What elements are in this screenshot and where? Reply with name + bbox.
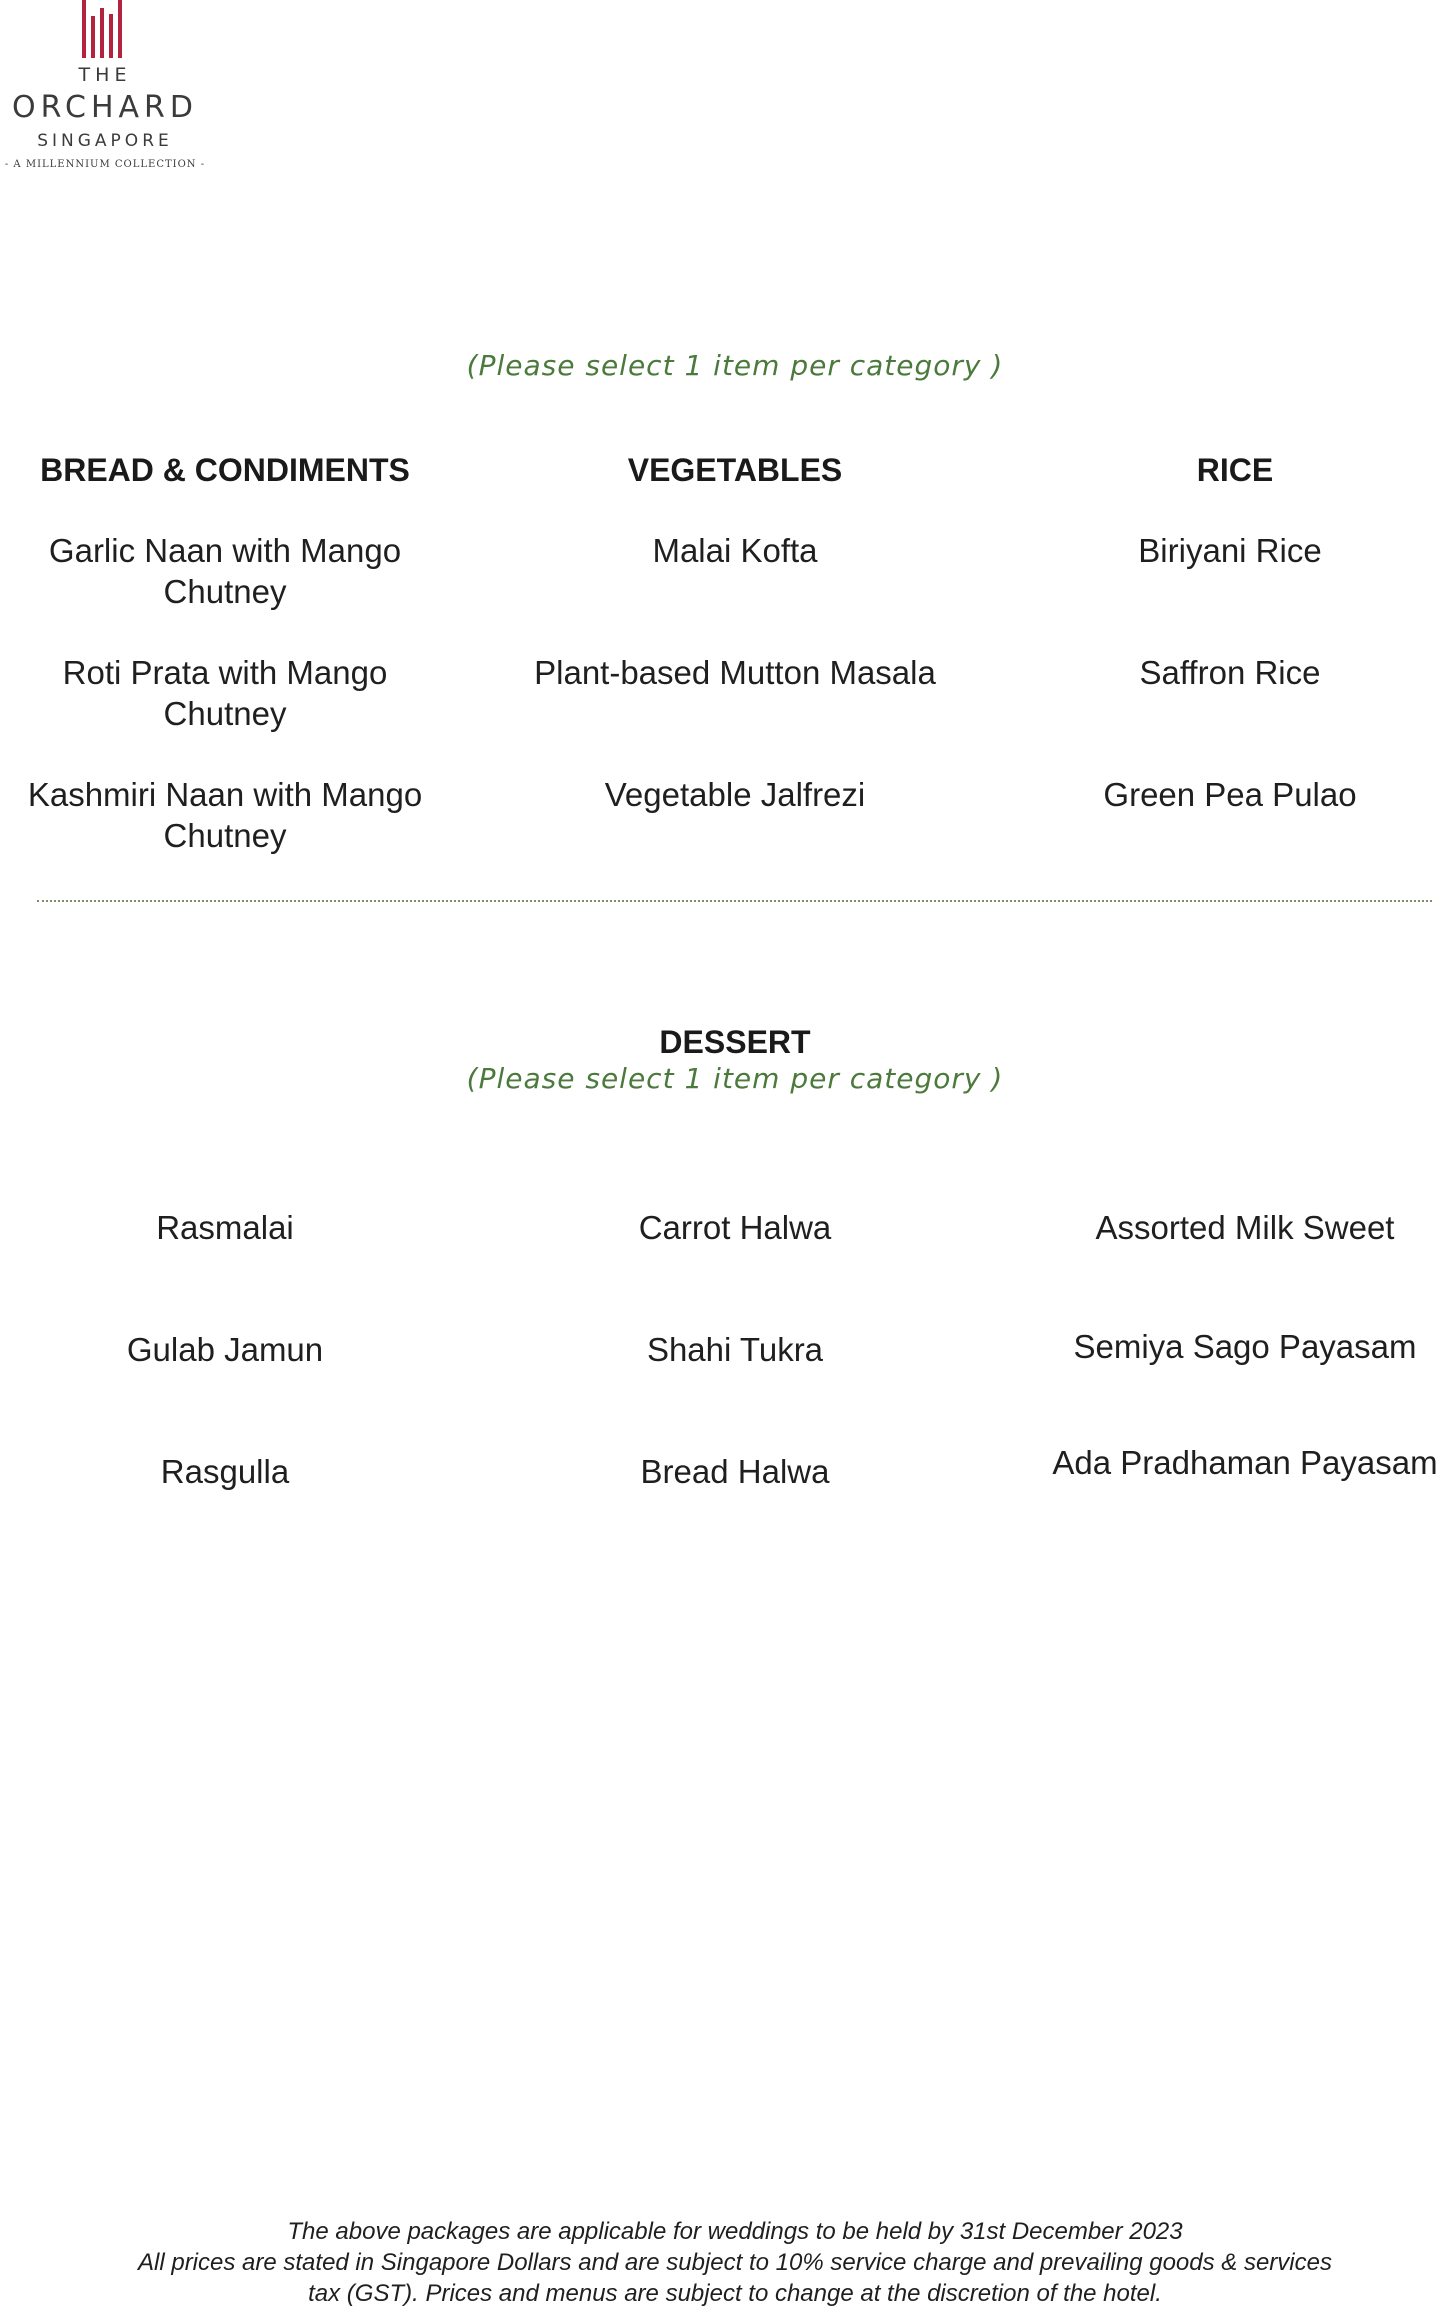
dessert-item: Bread Halwa: [640, 1453, 830, 1490]
dessert-item: Semiya Sago Payasam: [1073, 1328, 1417, 1365]
dessert-item: Assorted Milk Sweet: [1095, 1209, 1395, 1246]
bread-column: [15, 530, 435, 870]
dessert-item: Rasmalai: [156, 1209, 294, 1246]
dessert-column-2: [525, 1207, 945, 1507]
menu-item: Roti Prata with Mango Chutney: [62, 654, 388, 732]
category-heading-rice: RICE: [1196, 452, 1274, 488]
menu-item: Vegetable Jalfrezi: [604, 776, 866, 813]
menu-item: Malai Kofta: [652, 532, 818, 569]
footer-line-3: tax (GST). Prices and menus are subject to change at the discretion of the hotel.: [308, 2280, 1162, 2307]
menu-item: Garlic Naan with Mango Chutney: [48, 532, 402, 610]
vegetables-column: [525, 530, 945, 870]
menu-item: Green Pea Pulao: [1103, 776, 1357, 813]
logo-line-singapore: SINGAPORE: [37, 131, 173, 151]
rice-column: [1020, 530, 1440, 870]
hotel-logo: [0, 0, 210, 180]
logo-line-collection: - A MILLENNIUM COLLECTION -: [4, 159, 206, 170]
section-divider: [37, 900, 1432, 902]
dessert-column-3: [1035, 1207, 1440, 1507]
logo-bars-icon: [82, 0, 122, 58]
dessert-item: Gulab Jamun: [126, 1331, 324, 1368]
category-heading-bread: BREAD & CONDIMENTS: [40, 452, 410, 488]
dessert-item: Shahi Tukra: [646, 1331, 824, 1368]
logo-line-orchard: ORCHARD: [12, 90, 198, 125]
dessert-heading: DESSERT: [659, 1024, 811, 1060]
menu-item: Kashmiri Naan with Mango Chutney: [27, 776, 423, 854]
dessert-column-1: [15, 1207, 435, 1507]
menu-item: Biriyani Rice: [1138, 532, 1322, 569]
menu-item: Saffron Rice: [1139, 654, 1321, 691]
dessert-item: Rasgulla: [160, 1453, 290, 1490]
selection-instruction: (Please select 1 item per category ): [466, 349, 1004, 382]
footer-line-1: The above packages are applicable for weddings to be held by 31st December 2023: [287, 2218, 1183, 2245]
dessert-instruction: (Please select 1 item per category ): [466, 1062, 1004, 1095]
menu-item: Plant-based Mutton Masala: [534, 654, 936, 691]
dessert-item: Ada Pradhaman Payasam: [1052, 1444, 1438, 1481]
dessert-item: Carrot Halwa: [638, 1209, 832, 1246]
logo-line-the: THE: [78, 64, 132, 86]
footer-terms: [0, 2216, 1440, 2309]
footer-line-2: All prices are stated in Singapore Dollars and are subject to 10% service charge and prevailing goods & services: [138, 2249, 1332, 2276]
category-heading-vegetables: VEGETABLES: [627, 452, 843, 488]
